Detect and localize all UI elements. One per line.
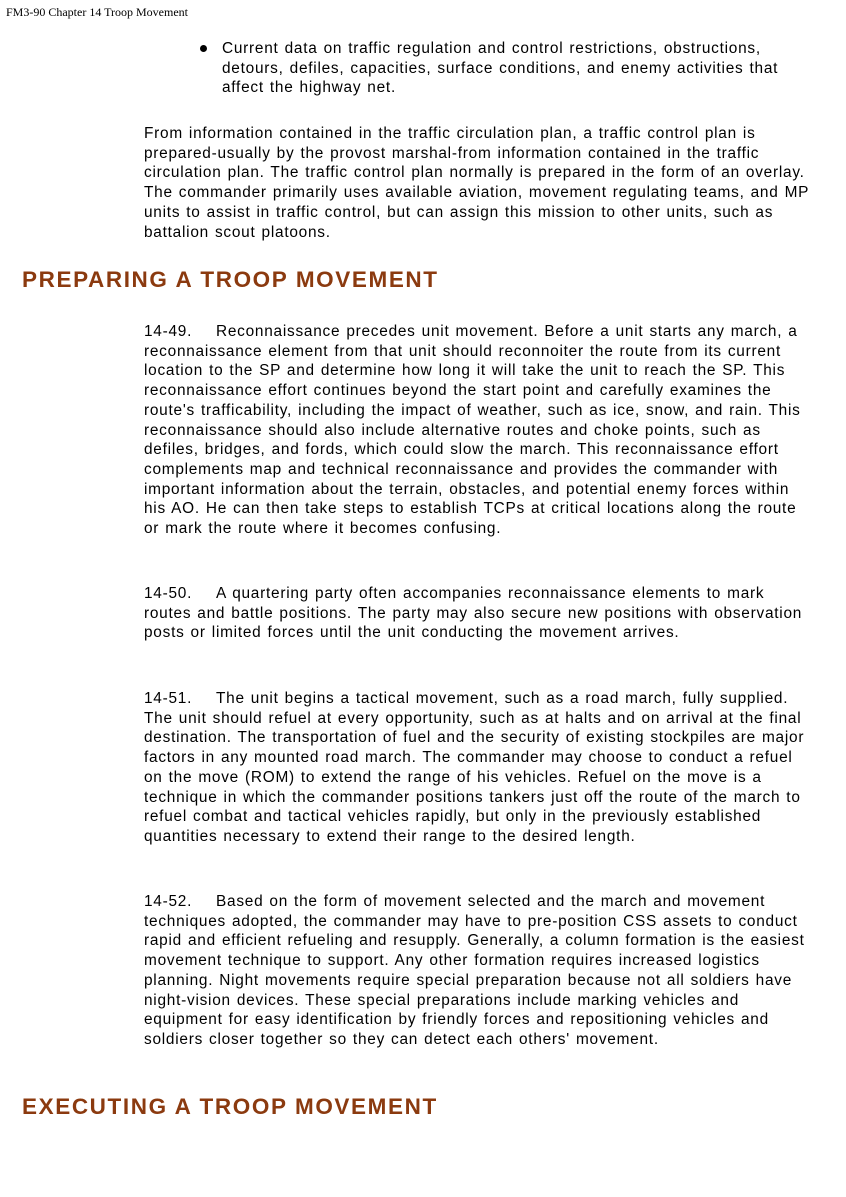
running-header: FM3-90 Chapter 14 Troop Movement [6,5,189,19]
paragraph-14-49 [144,322,809,539]
bullet-dot-icon [200,45,207,52]
paragraph-text: Based on the form of movement selected and the march and movement techniques adopted, the commander may have to pre-position CSS assets to conduct rapid and efficient refueling and resupply. Generally, a column formation is the easiest movement technique to support. Any other formation requires increased logistics planning. Night movements require special preparation because not all soldiers have night-vision devices. These special preparations include marking vehicles and equipment for easy identification by friendly forces and repositioning vehicles and soldiers closer together so they can detect each others' movement. [144,893,805,1048]
paragraph-14-51 [144,689,809,847]
paragraph-14-52 [144,892,809,1050]
paragraph-number: 14-50. [144,585,193,602]
section-heading-preparing: PREPARING A TROOP MOVEMENT [22,267,439,292]
paragraph-number: 14-49. [144,323,193,340]
paragraph-14-50 [144,584,809,643]
paragraph-number: 14-51. [144,690,193,707]
intro-paragraph: From information contained in the traffic circulation plan, a traffic control plan is prepared-usually by the provost marshal-from information contained in the traffic circulation plan. The traffic control plan normally is prepared in the form of an overlay. The commander primarily uses available aviation, movement regulating teams, and MP units to assist in traffic control, but can assign this mission to other units, such as battalion scout platoons. [144,125,809,241]
paragraph-text: Reconnaissance precedes unit movement. Before a unit starts any march, a reconnaissance element from that unit should reconnoiter the route from its current location to the SP and determine how long it will take the unit to reach the SP. This reconnaissance effort continues beyond the start point and carefully examines the route's trafficability, including the impact of weather, such as ice, snow, and rain. This reconnaissance should also include alternative routes and choke points, such as defiles, bridges, and fords, which could slow the march. This reconnaissance effort complements map and technical reconnaissance and provides the commander with important information about the terrain, obstacles, and potential enemy forces within his AO. He can then take steps to establish TCPs at critical locations along the route or mark the route where it becomes confusing. [144,323,801,538]
paragraph-text: The unit begins a tactical movement, such as a road march, fully supplied. The unit should refuel at every opportunity, such as at halts and on arrival at the final destination. The transportation of fuel and the security of existing stockpiles are major factors in any mounted road march. The commander may choose to conduct a refuel on the move (ROM) to extend the range of his vehicles. Refuel on the move is a technique in which the commander positions tankers just off the route of the march to refuel combat and tactical vehicles rapidly, but only in the previously established quantities necessary to extend their range to the desired length. [144,690,805,845]
paragraph-text: A quartering party often accompanies reconnaissance elements to mark routes and battle positions. The party may also secure new positions with observation posts or limited forces until the unit conducting the movement arrives. [144,585,803,642]
paragraph-number: 14-52. [144,893,193,910]
section-heading-executing: EXECUTING A TROOP MOVEMENT [22,1094,438,1119]
bullet-item: Current data on traffic regulation and control restrictions, obstructions, detours, defiles, capacities, surface conditions, and enemy activities that affect the highway net. [222,40,779,97]
